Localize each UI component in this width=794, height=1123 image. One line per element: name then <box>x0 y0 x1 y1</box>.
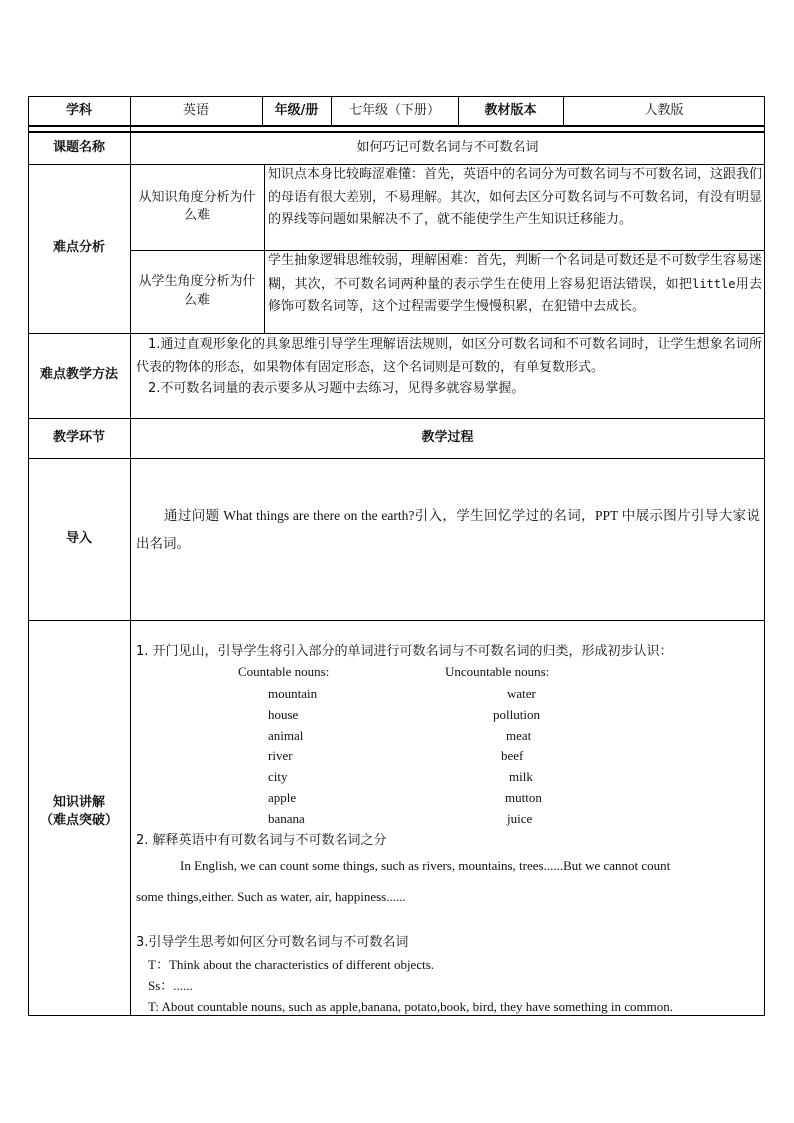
knowledge-step-2: 2. 解释英语中有可数名词与不可数名词之分 <box>136 833 387 848</box>
knowledge-step-2-text-line2: some things,either. Such as water, air, happiness...... <box>136 889 406 904</box>
col-divider <box>264 164 265 333</box>
grade-label: 年级/册 <box>274 102 319 118</box>
countable-word: apple <box>268 790 297 805</box>
uncountable-word: pollution <box>493 707 540 722</box>
uncountable-word: milk <box>509 769 533 784</box>
student-angle-keyword: little <box>692 276 736 291</box>
difficulty-label: 难点分析 <box>52 240 105 256</box>
uncountable-word: water <box>507 686 536 701</box>
row-divider <box>28 125 765 127</box>
uncountable-word: beef <box>501 748 524 763</box>
knowledge-label-line2: （难点突破） <box>39 813 118 828</box>
teacher-line: T：Think about the characteristics of different objects. <box>148 957 435 972</box>
intro-stage-label: 导入 <box>65 530 92 546</box>
student-angle-text-part2: 用去修饰可数名词等，这个过程需要学生慢慢积累，在犯错中去成长。 <box>268 276 762 314</box>
topic-value: 如何巧记可数名词与不可数名词 <box>356 139 539 155</box>
countable-word: river <box>268 748 293 763</box>
col-divider <box>130 96 131 1016</box>
student-angle-label: 从学生角度分析为什么难 <box>138 274 256 308</box>
knowledge-step-3: 3.引导学生思考如何区分可数名词与不可数名词 <box>136 935 409 950</box>
subject-value: 英语 <box>182 102 209 118</box>
students-line: Ss：...... <box>148 978 193 993</box>
method-item-1: 1.通过直观形象化的具象思维引导学生理解语法规则，如区分可数名词和不可数名词时，让学生想象名词所代表的物体的形态，如果物体有固定形态，这个名词则是可数的，有单复数形式。 <box>136 337 762 375</box>
student-angle-text-part1: 学生抽象逻辑思维较弱，理解困难：首先，判断一个名词是可数还是不可数学生容易迷糊，其次，不可数名词两种量的表示学生在使用上容易犯语法错误，如把 <box>268 253 763 292</box>
uncountable-word: meat <box>506 728 532 743</box>
edition-label: 教材版本 <box>484 102 537 118</box>
knowledge-step-1: 1. 开门见山，引导学生将引入部分的单词进行可数名词与不可数名词的归类，形成初步认识： <box>136 644 673 659</box>
row-divider <box>28 620 765 621</box>
subject-label: 学科 <box>65 102 92 118</box>
edition-value: 人教版 <box>644 102 684 118</box>
process-header: 教学过程 <box>421 429 474 445</box>
knowledge-step-2-text-line1: In English, we can count some things, such as rivers, mountains, trees......But we cannot count <box>180 858 671 873</box>
countable-word: mountain <box>268 686 318 701</box>
countable-header: Countable nouns: <box>238 664 330 679</box>
knowledge-angle-label: 从知识角度分析为什么难 <box>138 189 256 223</box>
countable-word: city <box>268 769 288 784</box>
knowledge-label-line1: 知识讲解 <box>52 794 105 810</box>
method-label: 难点教学方法 <box>39 367 118 383</box>
stage-header: 教学环节 <box>52 429 105 445</box>
uncountable-word: mutton <box>505 790 542 805</box>
student-angle-text <box>268 250 762 333</box>
knowledge-stage-label <box>28 790 130 834</box>
row-divider <box>28 458 765 459</box>
method-item-2: 2.不可数名词量的表示要多从习题中去练习，见得多就容易掌握。 <box>148 381 525 396</box>
grade-value: 七年级（下册） <box>348 102 440 118</box>
teacher-line-2: T: About countable nouns, such as apple,banana, potato,book, bird, they have something in common. <box>148 999 674 1014</box>
uncountable-word: juice <box>507 811 533 826</box>
countable-word: banana <box>268 811 305 826</box>
countable-word: animal <box>268 728 304 743</box>
uncountable-header: Uncountable nouns: <box>445 664 550 679</box>
countable-word: house <box>268 707 299 722</box>
topic-label: 课题名称 <box>52 139 105 155</box>
intro-text: 通过问题 What things are there on the earth?引入，学生回忆学过的名词，PPT 中展示图片引导大家说出名词。 <box>136 508 760 551</box>
knowledge-angle-text: 知识点本身比较晦涩难懂：首先，英语中的名词分为可数名词与不可数名词，这跟我们的母语有很大差别，不易理解。其次，如何去区分可数名词与不可数名词，有没有明显的界线等问题如果解决不了，就不能使学生产生知识迁移能力。 <box>268 167 763 227</box>
